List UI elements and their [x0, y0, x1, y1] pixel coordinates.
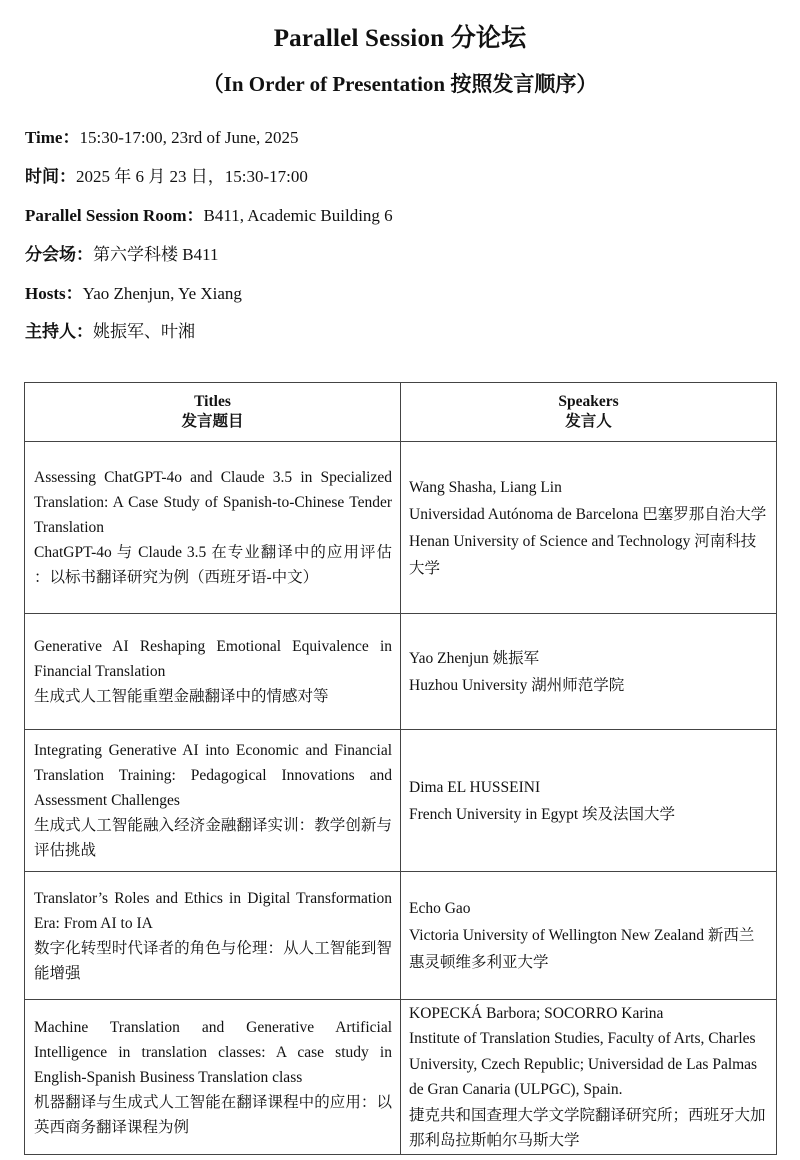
title-cell	[25, 872, 401, 1000]
speaker-cell	[401, 730, 777, 872]
page-subtitle: （In Order of Presentation 按照发言顺序）	[202, 72, 598, 96]
speaker-line: 捷克共和国查理大学文学院翻译研究所；西班牙大加那利岛拉斯帕尔马斯大学	[409, 1106, 766, 1149]
time-cn-line	[25, 166, 308, 188]
hosts-cn-line	[25, 321, 195, 343]
title-cn: 数字化转型时代译者的角色与伦理：从人工智能到智能增强	[34, 939, 392, 982]
title-en: Generative AI Reshaping Emotional Equivalence in Financial Translation	[34, 638, 392, 680]
speaker-line: Dima EL HUSSEINI	[409, 778, 541, 796]
speaker-line: French University in Egypt 埃及法国大学	[409, 805, 676, 823]
title-cell	[25, 442, 401, 614]
page-title: Parallel Session 分论坛	[273, 25, 527, 52]
speaker-cell	[401, 872, 777, 1000]
time-value: 15:30-17:00, 23rd of June, 2025	[79, 128, 299, 147]
title-en: Machine Translation and Generative Artificial Intelligence in translation classes: A case study in English-Spanish Business Translation class	[34, 1018, 392, 1086]
title-cn: 生成式人工智能重塑金融翻译中的情感对等	[34, 688, 329, 705]
speaker-cell	[401, 1000, 777, 1155]
title-cell	[25, 1000, 401, 1155]
room-line	[25, 205, 393, 227]
title-cell	[25, 730, 401, 872]
titles-header	[25, 383, 401, 442]
title-en: Integrating Generative AI into Economic and Financial Translation Training: Pedagogical Innovations and Assessment Challenges	[34, 742, 392, 809]
titles-header-cn: 发言题目	[181, 413, 244, 430]
room-label: Parallel Session Room：	[25, 206, 204, 225]
table-header-row	[25, 383, 777, 442]
hosts-label: Hosts：	[25, 284, 83, 303]
time-cn-label: 时间：	[25, 167, 76, 186]
speaker-line: KOPECKÁ Barbora; SOCORRO Karina	[409, 1004, 664, 1022]
speaker-line: Yao Zhenjun 姚振军	[409, 649, 540, 667]
speaker-line: Wang Shasha, Liang Lin	[409, 478, 562, 496]
speaker-line: Universidad Autónoma de Barcelona 巴塞罗那自治大学	[409, 505, 767, 523]
speaker-line: Henan University of Science and Technology 河南科技大学	[409, 532, 757, 577]
titles-header-en: Titles	[194, 393, 231, 410]
hosts-value: Yao Zhenjun, Ye Xiang	[82, 284, 242, 303]
title-cn: 生成式人工智能融入经济金融翻译实训：教学创新与评估挑战	[34, 817, 392, 859]
title-en: Translator’s Roles and Ethics in Digital Transformation Era: From AI to IA	[34, 889, 392, 932]
hosts-cn-label: 主持人：	[25, 322, 93, 341]
hosts-line	[25, 283, 242, 305]
speaker-line: Huzhou University 湖州师范学院	[409, 676, 625, 694]
room-value: B411, Academic Building 6	[203, 206, 393, 225]
title-cn: 机器翻译与生成式人工智能在翻译课程中的应用：以英西商务翻译课程为例	[34, 1093, 392, 1136]
table-row	[25, 872, 777, 1000]
title-cell	[25, 614, 401, 730]
speakers-header-cn: 发言人	[565, 413, 612, 430]
time-cn-value: 2025 年 6 月 23 日，15:30-17:00	[76, 167, 308, 186]
room-cn-line	[25, 244, 218, 266]
speaker-line: Victoria University of Wellington New Zealand 新西兰惠灵顿维多利亚大学	[409, 927, 755, 971]
speakers-header	[401, 383, 777, 442]
title-en: Assessing ChatGPT-4o and Claude 3.5 in Specialized Translation: A Case Study of Spanish-to-Chinese Tender Translation	[34, 469, 392, 536]
title-cn: ChatGPT-4o 与 Claude 3.5 在专业翻译中的应用评估 ：以标书翻译研究为例（西班牙语-中文）	[34, 544, 392, 586]
table-row	[25, 442, 777, 614]
table-row	[25, 1000, 777, 1155]
time-label: Time：	[25, 128, 80, 147]
sessions-table	[24, 382, 777, 1155]
table-row	[25, 614, 777, 730]
speaker-cell	[401, 614, 777, 730]
room-cn-label: 分会场：	[25, 245, 93, 264]
speaker-line: Institute of Translation Studies, Faculty of Arts, Charles University, Czech Republic; Universidad de Las Palmas de Gran Canaria (ULPGC), Spain.	[409, 1030, 758, 1098]
time-line	[25, 127, 299, 149]
room-cn-value: 第六学科楼 B411	[93, 245, 219, 264]
speakers-header-en: Speakers	[558, 393, 619, 410]
table-row	[25, 730, 777, 872]
hosts-cn-value: 姚振军、叶湘	[93, 322, 195, 341]
speaker-line: Echo Gao	[409, 900, 471, 917]
speaker-cell	[401, 442, 777, 614]
